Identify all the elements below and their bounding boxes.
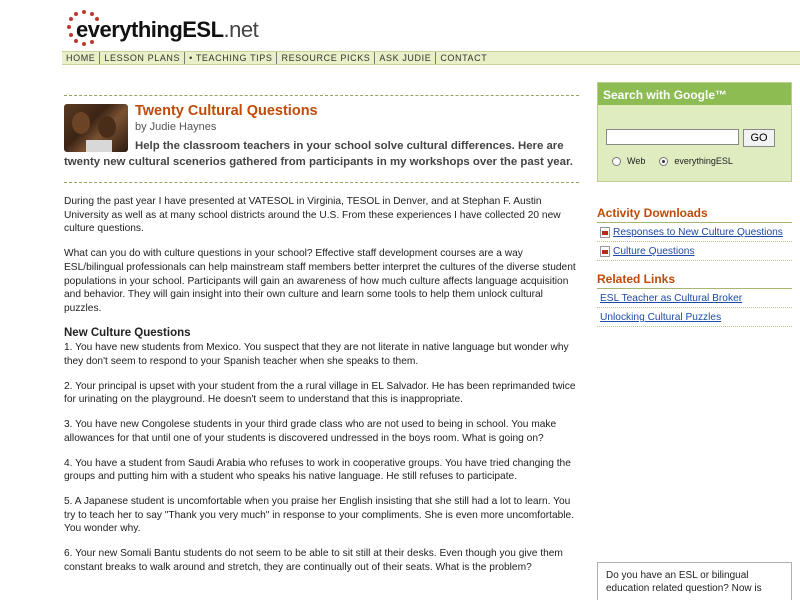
logo-tld: .net — [223, 17, 259, 42]
search-go-button[interactable]: GO — [743, 129, 775, 147]
downloads-list — [597, 223, 792, 261]
related-link-cultural-broker[interactable]: ESL Teacher as Cultural Broker — [597, 289, 792, 308]
site-logo[interactable] — [64, 8, 259, 48]
nav-item-teaching-tips[interactable]: • TEACHING TIPS — [185, 52, 277, 64]
question-item: 3. You have new Congolese students in your third grade class who are not used to being in school. You make allowances for that until one of your students is discovered undressed in the boys room. What is going on? — [64, 419, 557, 444]
pdf-icon — [600, 246, 610, 257]
article-byline: by Judie Haynes — [135, 121, 217, 133]
article-header — [64, 96, 579, 182]
radio-web-label: Web — [627, 156, 646, 166]
sidebar — [597, 82, 792, 594]
nav-item-resource-picks[interactable]: RESOURCE PICKS — [277, 52, 375, 64]
pdf-icon — [600, 227, 610, 238]
downloads-heading: Activity Downloads — [597, 203, 792, 223]
download-link-culture-questions[interactable] — [597, 242, 792, 261]
main-content — [64, 95, 579, 585]
search-scope-options — [612, 156, 747, 166]
download-link-label: Responses to New Culture Questions — [613, 227, 783, 238]
page-title: Twenty Cultural Questions — [135, 103, 318, 119]
question-item: 5. A Japanese student is uncomfortable when you praise her English insisting that she still had a lot to learn. You try to teach her to say "Thank you very much" in response to your compliments. She is even more uncomfortable. You wonder why. — [64, 495, 575, 535]
logo-text — [76, 17, 258, 43]
radio-site[interactable] — [659, 157, 668, 166]
question-item: 4. You have a student from Saudi Arabia who refuses to work in cooperative groups. You have tried changing the groups and putting him with a student who speaks his native language. He still refuses to participate. — [64, 457, 571, 483]
top-navigation — [62, 51, 800, 65]
questions-heading: New Culture Questions — [64, 326, 191, 339]
search-input[interactable] — [606, 129, 739, 145]
nav-item-lesson-plans[interactable]: LESSON PLANS — [100, 52, 185, 64]
summary-divider — [64, 182, 579, 183]
related-link-cultural-puzzles[interactable]: Unlocking Cultural Puzzles — [597, 308, 792, 327]
question-item: 1. You have new students from Mexico. You suspect that they are not literate in native language but wonder why they don't seem to respond to your Spanish teacher when she speaks to them. — [64, 342, 569, 368]
download-link-responses[interactable] — [597, 223, 792, 242]
nav-item-contact[interactable]: CONTACT — [440, 53, 488, 63]
ask-question-promo: Do you have an ESL or bilingual education related question? Now is — [597, 562, 792, 600]
radio-site-label: everythingESL — [674, 156, 733, 166]
intro-paragraph-1: During the past year I have presented at VATESOL in Virginia, TESOL in Denver, and at Stephan F. Austin University as well as at many school districts around the U.S. From these experiences I have collected 20 new culture questions. — [64, 196, 561, 235]
question-item: 6. Your new Somali Bantu students do not seem to be able to sit still at their desks. Even though you give them constant breaks to walk around and stretch, they are continually out of their seats. What is the problem? — [64, 548, 563, 573]
logo-main: everythingESL — [76, 17, 224, 42]
related-links-list — [597, 289, 792, 327]
article-summary: Help the classroom teachers in your school solve cultural differences. Here are twenty new cultural scenerios gathered from participants in my workshops over the past year. — [64, 140, 573, 168]
download-link-label: Culture Questions — [613, 246, 695, 257]
nav-item-home[interactable]: HOME — [62, 52, 100, 64]
search-heading: Search with Google™ — [598, 83, 791, 105]
related-links-heading: Related Links — [597, 269, 792, 289]
nav-item-ask-judie[interactable]: ASK JUDIE — [375, 52, 436, 64]
article-body — [64, 195, 579, 574]
radio-web[interactable] — [612, 157, 621, 166]
intro-paragraph-2: What can you do with culture questions in your school? Effective staff development courses are a way ESL/bilingual professionals can help mainstream staff members better interpret the cultures of the diverse student populations in your school. Participants will gain an awareness of how much culture affects language acquisition and behavior. They will gain insight into their own culture and learn some tools to help them unlock cultural puzzles. — [64, 248, 576, 314]
google-search-box — [597, 82, 792, 182]
question-item: 2. Your principal is upset with your student from the a rural village in EL Salvador. He has been reprimanded twice for urinating on the playground. He doesn't seem to understand that this is inappropriate. — [64, 380, 576, 406]
